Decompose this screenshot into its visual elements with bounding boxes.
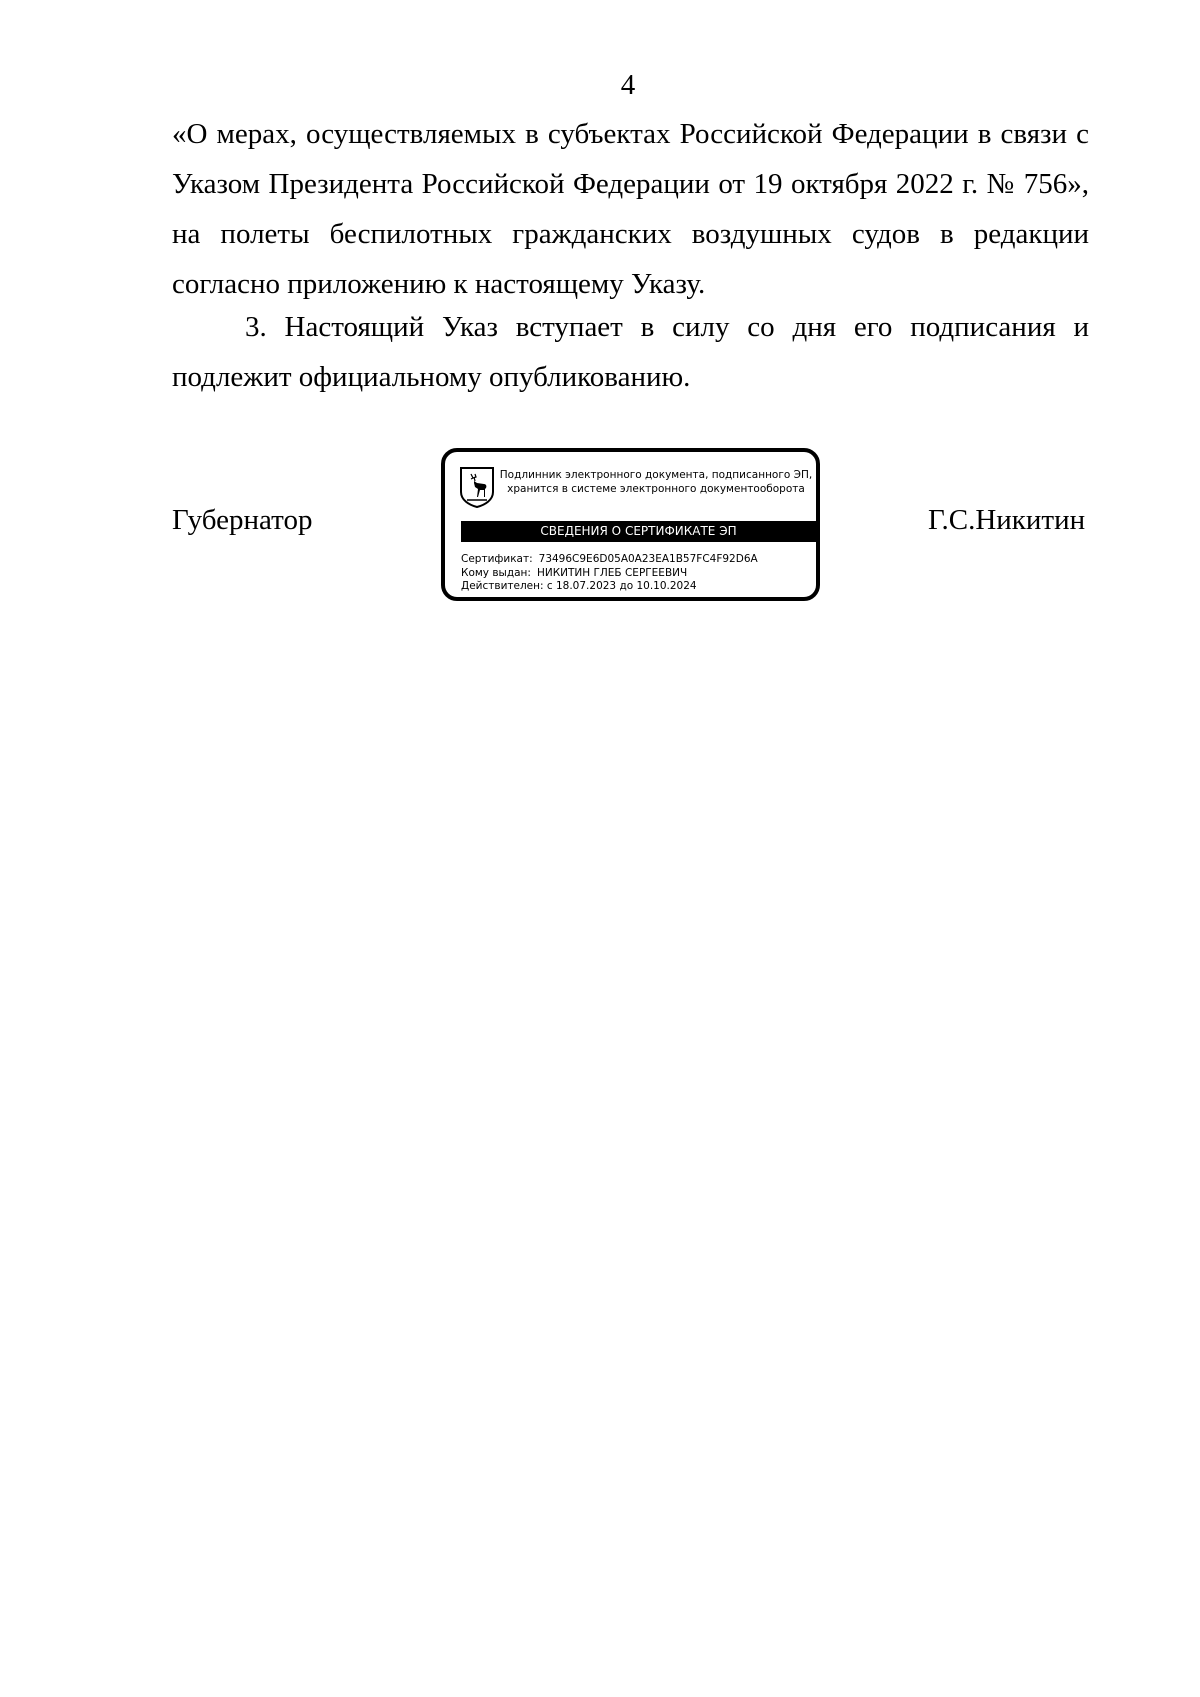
nizhny-novgorod-deer-emblem-icon bbox=[459, 466, 495, 508]
paragraph-decree-reference: «О мерах, осуществляемых в субъектах Российской Федерации в связи с Указом Президента Российской Федерации от 19 октября 2022 г. № 756», на полеты беспилотных гражданских воздушных судов в редакции согласно приложению к настоящему Указу. bbox=[172, 118, 1089, 300]
paragraph-point-3: 3. Настоящий Указ вступает в силу со дня его подписания и подлежит официальному опубликованию. bbox=[172, 311, 1089, 393]
certificate-label: Сертификат: bbox=[461, 553, 533, 565]
issued-to-row bbox=[461, 567, 816, 581]
stamp-header bbox=[497, 468, 815, 496]
stamp-header-line-1: Подлинник электронного документа, подписанного ЭП, bbox=[499, 469, 813, 481]
stamp-certificate-details bbox=[461, 553, 816, 594]
issued-to-value: НИКИТИН ГЛЕБ СЕРГЕЕВИЧ bbox=[536, 566, 688, 579]
signatory-position: Губернатор bbox=[172, 504, 313, 536]
signatory-name: Г.С.Никитин bbox=[928, 504, 1086, 536]
validity-row: Действителен: с 18.07.2023 до 10.10.2024 bbox=[461, 580, 697, 592]
stamp-certificate-title: СВЕДЕНИЯ О СЕРТИФИКАТЕ ЭП bbox=[461, 521, 816, 542]
issued-to-label: Кому выдан: bbox=[461, 566, 531, 579]
certificate-row bbox=[461, 553, 816, 567]
electronic-signature-stamp bbox=[441, 448, 820, 601]
stamp-header-line-2: хранится в системе электронного документооборота bbox=[507, 483, 805, 495]
page-number: 4 bbox=[620, 69, 636, 101]
certificate-value: 73496C9E6D05A0A23EA1B57FC4F92D6A bbox=[538, 553, 758, 565]
